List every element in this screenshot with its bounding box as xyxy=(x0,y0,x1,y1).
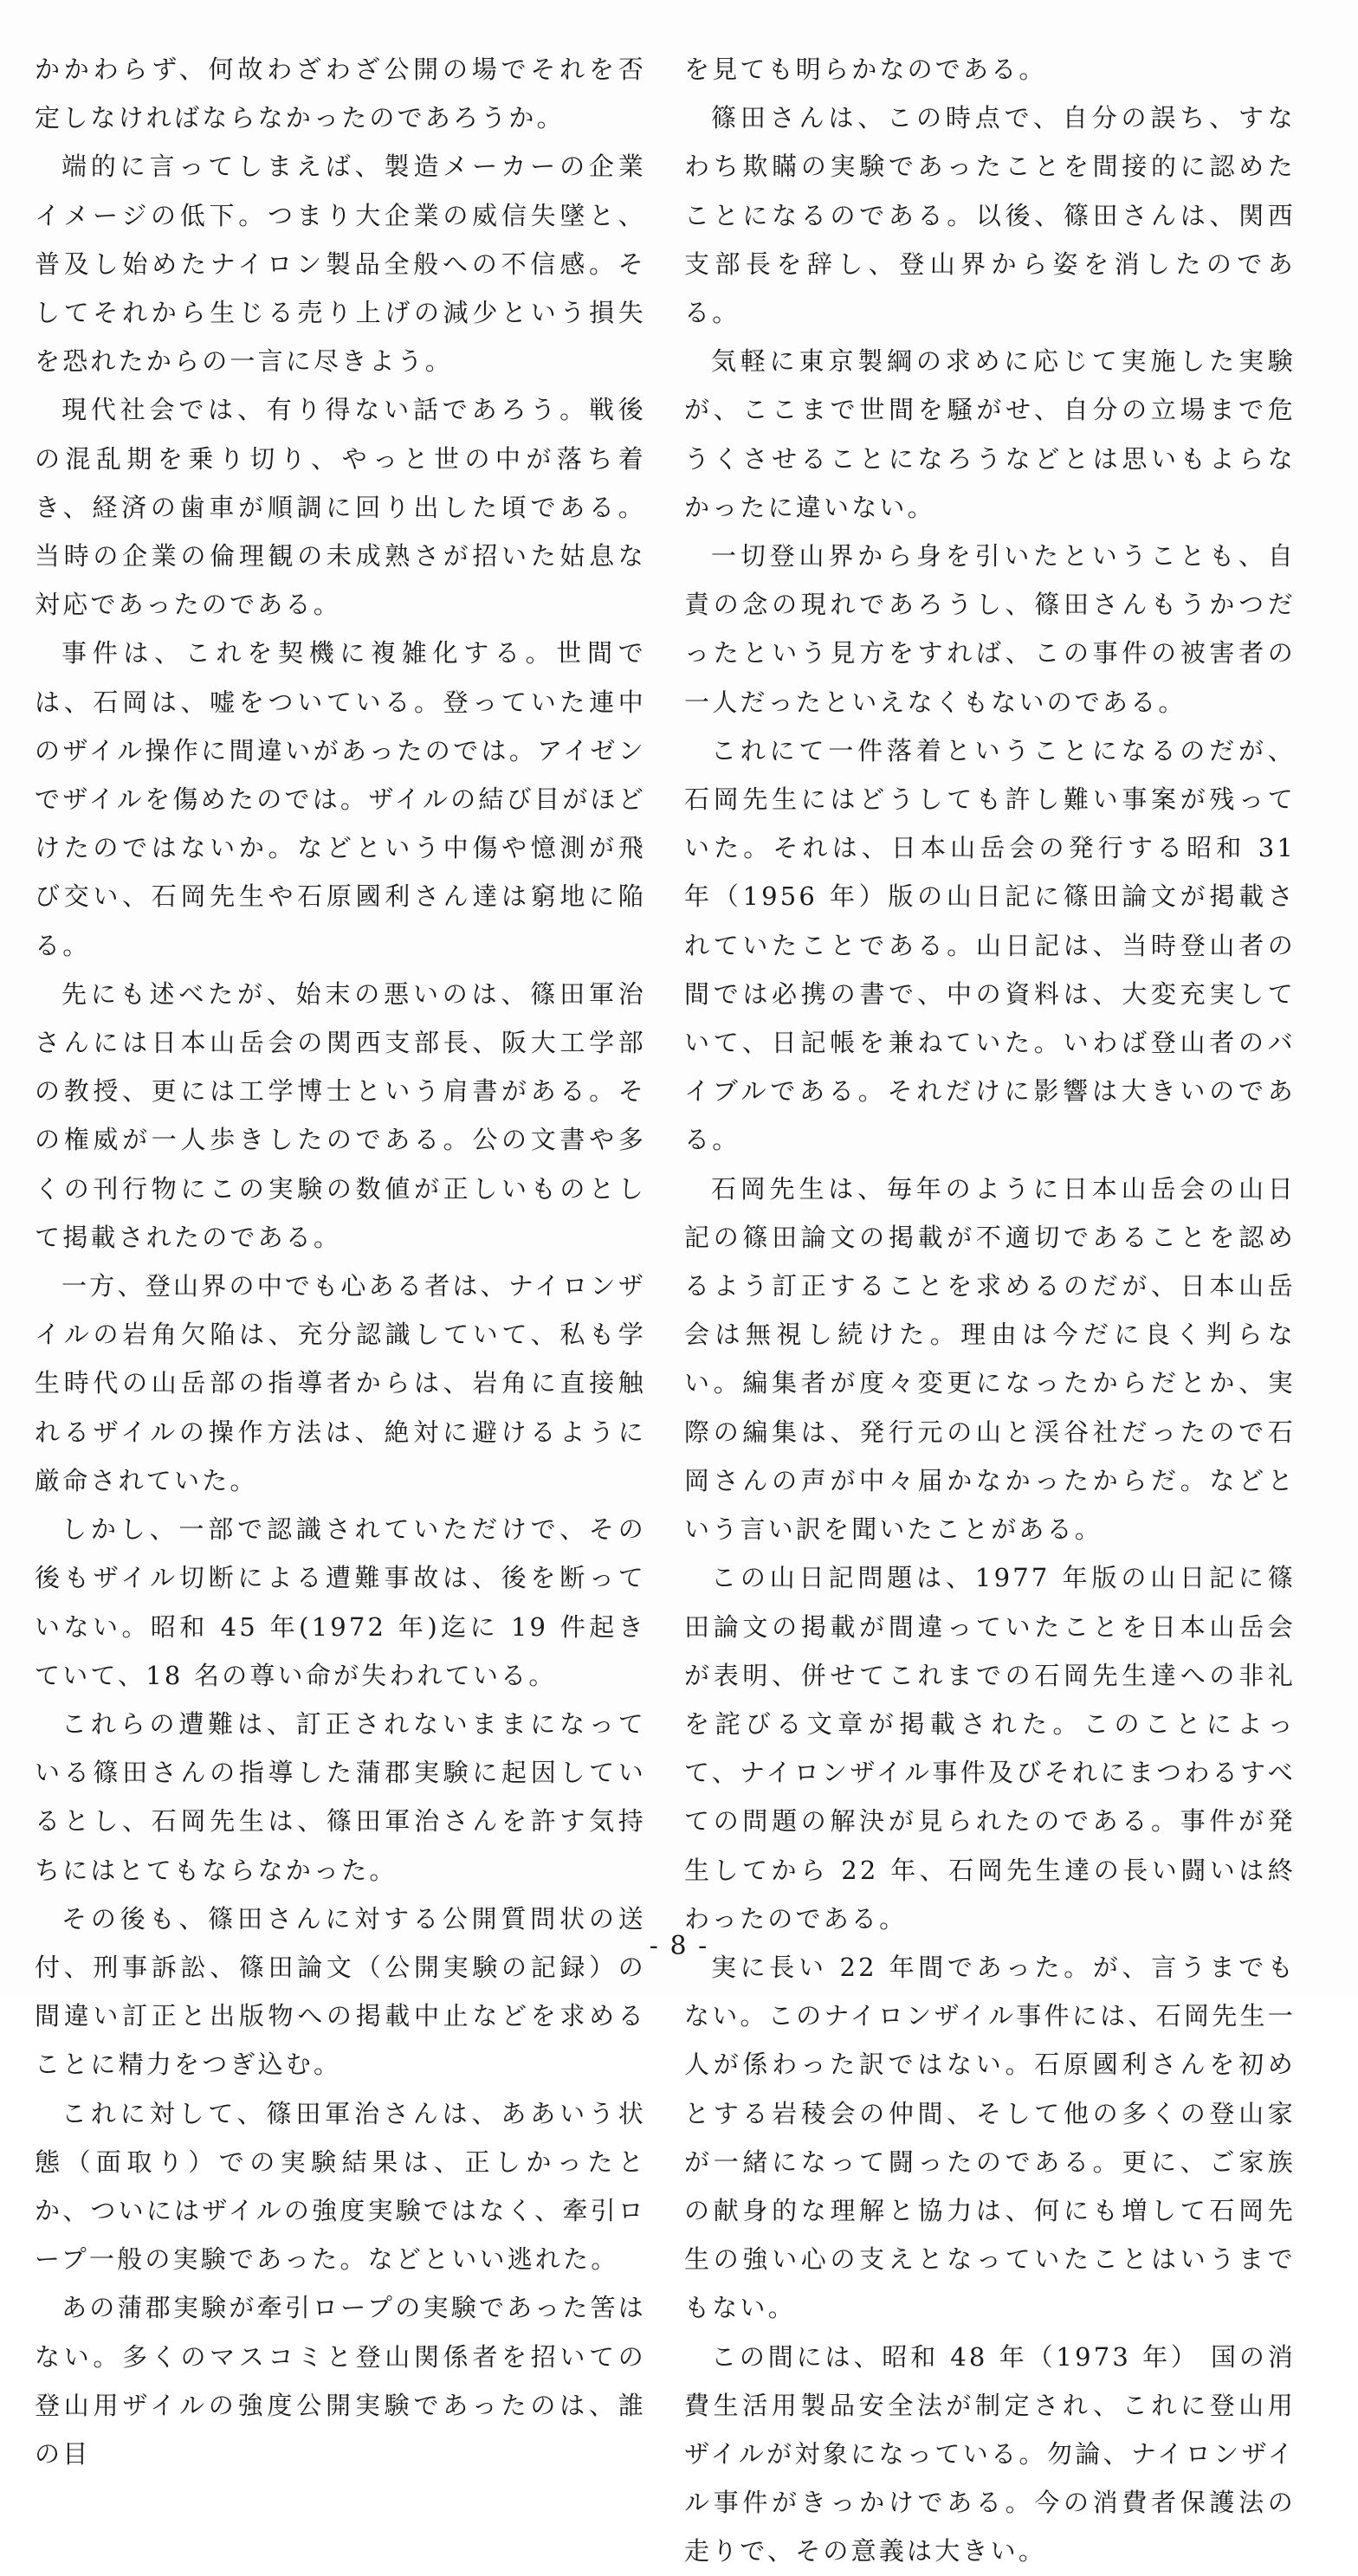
paragraph: この山日記問題は、1977 年版の山日記に篠田論文の掲載が間違っていたことを日本山岳会が表明、併せてこれまでの石岡先生達への非礼を詫びる文章が掲載された。このことによって、ナイロンザイル事件及びそれにまつわるすべての問題の解決が見られたのである。事件が発生してから 22 年、石岡先生達の長い闘いは終わったのである。 xyxy=(684,1563,1296,1934)
paragraph: これらの遭難は、訂正されないままになっている篠田さんの指導した蒲郡実験に起因しているとし、石岡先生は、篠田軍治さんを許す気持ちにはとてもならなかった。 xyxy=(35,1708,646,1885)
paragraph: 実に長い 22 年間であった。が、言うまでもない。このナイロンザイル事件には、石岡先生一人が係わった訳ではない。石原國利さんを初めとする岩稜会の仲間、そして他の多くの登山家が一緒になって闘ったのである。更に、ご家族の献身的な理解と協力は、何にも増して石岡先生の強い心の支えとなっていたことはいうまでもない。 xyxy=(684,1952,1296,2323)
paragraph: かかわらず、何故わざわざ公開の場でそれを否定しなければならなかったのであろうか。 xyxy=(35,55,646,133)
paragraph: これにて一件落着ということになるのだが、石岡先生にはどうしても許し難い事案が残っていた。それは、日本山岳会の発行する昭和 31 年（1956 年）版の山日記に篠田論文が掲載されていたことである。山日記は、当時登山者の間では必携の書で、中の資料は、大変充実していて、日記帳を兼ねていた。いわば登山者のバイブルである。それだけに影響は大きいのである。 xyxy=(684,735,1296,1155)
paragraph: 現代社会では、有り得ない話であろう。戦後の混乱期を乗り切り、やっと世の中が落ち着き、経済の歯車が順調に回り出した頃である。当時の企業の倫理観の未成熟さが招いた姑息な対応であったのである。 xyxy=(35,395,646,620)
paragraph: あの蒲郡実験が牽引ロープの実験であった筈はない。多くのマスコミと登山関係者を招いての登山用ザイルの強度公開実験であったのは、誰の目 xyxy=(35,2293,646,2469)
paragraph: 事件は、これを契機に複雑化する。世間では、石岡は、嘘をついている。登っていた連中のザイル操作に間違いがあったのでは。アイゼンでザイルを傷めたのでは。ザイルの結び目がほどけたのではないか。などという中傷や憶測が飛び交い、石岡先生や石原國利さん達は窮地に陥る。 xyxy=(35,638,646,960)
paragraph: その後も、篠田さんに対する公開質問状の送付、刑事訴訟、篠田論文（公開実験の記録）の間違い訂正と出版物への掲載中止などを求めることに精力をつぎ込む。 xyxy=(35,1903,646,2080)
paragraph: しかし、一部で認識されていただけで、その後もザイル切断による遭難事故は、後を断っていない。昭和 45 年(1972 年)迄に 19 件起きていて、18 名の尊い命が失われている。 xyxy=(35,1514,646,1690)
paragraph: 篠田さんは、この時点で、自分の誤ち、すなわち欺瞞の実験であったことを間接的に認めたことになるのである。以後、篠田さんは、関西支部長を辞し、登山界から姿を消したのである。 xyxy=(684,103,1296,328)
right-text-column xyxy=(684,45,1296,2576)
paragraph: 先にも述べたが、始末の悪いのは、篠田軍治さんには日本山岳会の関西支部長、阪大工学部の教授、更には工学博士という肩書がある。その権威が一人歩きしたのである。公の文書や多くの刊行物にこの実験の数値が正しいものとして掲載されたのである。 xyxy=(35,978,646,1252)
paragraph: 気軽に東京製綱の求めに応じて実施した実験が、ここまで世間を騒がせ、自分の立場まで危うくさせることになろうなどとは思いもよらなかったに違いない。 xyxy=(684,346,1296,522)
paragraph: 一方、登山界の中でも心ある者は、ナイロンザイルの岩角欠陥は、充分認識していて、私も学生時代の山岳部の指導者からは、岩角に直接触れるザイルの操作方法は、絶対に避けるように厳命されていた。 xyxy=(35,1271,646,1495)
page-number: - 8 - xyxy=(649,1931,709,1961)
paragraph: を見ても明らかなのである。 xyxy=(684,55,1047,84)
paragraph: これに対して、篠田軍治さんは、ああいう状態（面取り）での実験結果は、正しかったとか、ついにはザイルの強度実験ではなく、牽引ロープ一般の実験であった。などといい逃れた。 xyxy=(35,2098,646,2275)
paragraph: 石岡先生は、毎年のように日本山岳会の山日記の篠田論文の掲載が不適切であることを認めるよう訂正することを求めるのだが、日本山岳会は無視し続けた。理由は今だに良く判らない。編集者が度々変更になったからだとか、実際の編集は、発行元の山と渓谷社だったので石岡さんの声が中々届かなかったからだ。などという言い訳を聞いたことがある。 xyxy=(684,1173,1296,1545)
paragraph: 端的に言ってしまえば、製造メーカーの企業イメージの低下。つまり大企業の威信失墜と、普及し始めたナイロン製品全般への不信感。そしてそれから生じる売り上げの減少という損失を恐れたからの一言に尽きよう。 xyxy=(35,152,646,377)
left-text-column xyxy=(35,45,646,2478)
paragraph: この間には、昭和 48 年（1973 年） 国の消費生活用製品安全法が制定され、これに登山用ザイルが対象になっている。勿論、ナイロンザイル事件がきっかけである。今の消費者保護法の走りで、その意義は大きい。 xyxy=(684,2341,1296,2566)
paragraph: 一切登山界から身を引いたということも、自責の念の現れであろうし、篠田さんもうかつだったという見方をすれば、この事件の被害者の一人だったといえなくもないのである。 xyxy=(684,541,1296,717)
